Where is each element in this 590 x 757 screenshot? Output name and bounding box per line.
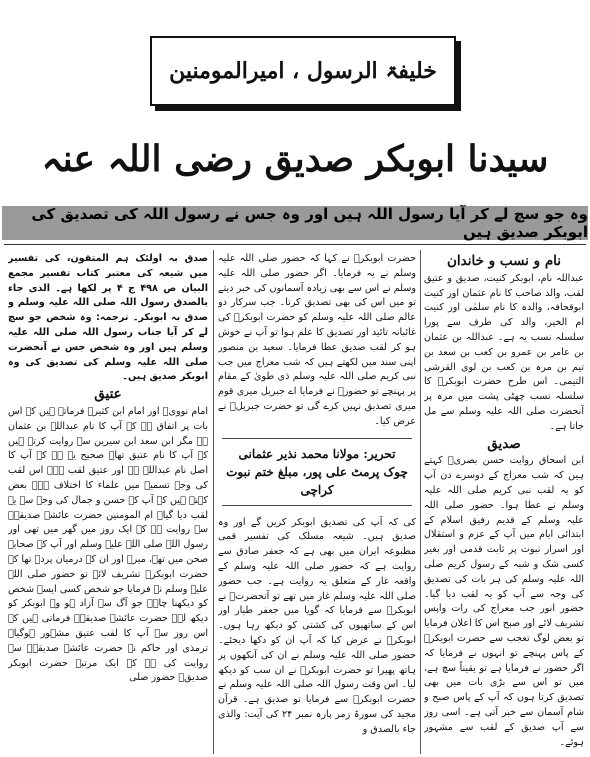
section-heading: عتیق xyxy=(94,386,122,403)
author-name: تحریر: مولانا محمد نذیر عثمانی xyxy=(238,446,396,461)
article-paragraph: کی کہ آپ کی تصدیق ابوبکر کریں گے اور وہ صدیق ہیں۔ شیعہ مسلک کی تفسیر قمی مطبوعہ ایران میں بھی ہے کہ جعفر صادق سے روایت ہے کہ حضور صلی اللہ علیہ وسلم کے واقعہ غار کے متعلق یہ روایت ہے۔ جب حضور صلی اللہ علیہ وسلم غار میں تھے تو آنحضرتؐ نے ابوبکرؓ سے فرمایا کہ گویا میں جعفر طیار اور اس کے ساتھیوں کی کشتی کو دیکھ رہا ہوں۔ ابوبکرؓ نے عرض کیا کہ آپ ان کو دکھا دیجئے۔ حضور صلی اللہ علیہ وسلم نے ان کی آنکھوں پر ہاتھ پھیرا تو حضرت ابوبکرؓ نے ان سب کو دیکھ لیا۔ اس وقت رسول اللہ صلی اللہ علیہ وسلم نے حضرت ابوبکرؓ سے فرمایا تو صدیق ہے۔ قرآن مجید کی سورۃ زمر پارہ نمبر ۲۴ کی آیت: والذی جاء بالصدق و xyxy=(218,516,416,735)
page-title: سیدنا ابوبکر صدیق رضی اللہ عنہ xyxy=(41,138,549,180)
column-divider xyxy=(420,250,421,754)
article-column-right xyxy=(424,252,584,752)
article-paragraph: عبداللہ نام، ابوبکر کنیت، صدیق و عتیق لقب، والد صاحب کا نام عثمان اور کنیت ابوقحافہ، والدہ کا نام سلمٰی اور کنیت ام الخیر، والد کی طرف سے پورا سلسلہ نسب یہ ہے۔ عبداللہ بن عثمان بن عامر بن عمرو بن کعب بن سعد بن تیم بن مرہ بن کعب بن لوی القرشی التیمی۔ اس طرح حضرت ابوبکرؓ کا سلسلہ نسب چھٹی پشت میں مرہ پر آنحضرت صلی اللہ علیہ وسلم سے مل جاتا ہے۔ xyxy=(424,272,584,432)
article-paragraph: حضرت ابوبکرؓ نے کہا کہ حضور صلی اللہ علیہ وسلم نے یہ فرمایا۔ اگر حضور صلی اللہ علیہ وسلم نے اس سے بھی زیادہ آسمانوں کی خبر دیتے تو میں اس کی بھی تصدیق کرتا۔ جب سرکار دو عالم صلی اللہ علیہ وسلم کو حضرت ابوبکرؓ کی غائبانہ تائید اور تصدیق کا علم ہوا تو آپ نے خوش ہو کر لقب صدیق عطا فرمایا۔ سعید بن منصور اپنی سند میں لکھتے ہیں کہ شب معراج میں جب نبی کریم صلی اللہ علیہ وسلم ذی طویٰ کے مقام پر پہنچے تو حضورؐ نے فرمایا اے جبریل میری قوم میری تصدیق نہیں کرے گی تو حضرت جبریلؑ نے عرض کیا۔ xyxy=(218,253,416,427)
title-banner xyxy=(150,36,456,106)
column-divider xyxy=(213,250,214,754)
article-paragraph: امام نوویؒ اور امام ابن کثیرؒ فرماتے ہیں کہ اس بات پر اتفاق ہے کہ آپ کا نام عبداللہ بن عثمان ہے مگر ابن سعد ابن سیرین سے روایت کرتے ہیں کہ آپ کا نام عتیق تھا۔ صحیح یہ ہے کہ آپ کا اصل نام عبداللہ ہے اور عتیق لقب ہے۔ اس لقب کی وجہ تسمیہ میں علماء کا اختلاف ہے۔ بعض کہتے ہیں کہ آپ کے حسن و جمال کی وجہ سے یہ لقب دیا گیا۔ ام المومنین حضرت عائشہ صدیقہؓ سے روایت ہے کہ ایک روز میں گھر میں تھی اور رسول اللہ صلی اللہ علیہ وسلم اور آپ کے صحابہ صحن میں تھے، میرے اور ان کے درمیان پردہ تھا کہ حضرت ابوبکرؓ تشریف لائے تو حضور صلی اللہ علیہ وسلم نے فرمایا جو شخص کسی ایسے شخص کو دیکھنا چاہے جو آگ سے آزاد ہو وہ ابوبکر کو دیکھ لے۔ حضرت عائشہ صدیقہؓ فرماتی ہیں کہ اس روز سے آپ کا لقب عتیق مشہور ہوگیا۔ ترمذی اور حاکم نے حضرت عائشہ صدیقہؓ سے روایت کی ہے کہ ایک مرتبہ حضرت ابوبکر صدیقؓ حضور صلی xyxy=(8,405,208,684)
section-heading: نام و نسب و خاندان xyxy=(446,253,562,269)
banner-text: خلیفۃ الرسول ، امیرالمومنین xyxy=(169,58,437,84)
article-paragraph: صدق بہ اولئک ہم المتقون، کی تفسیر میں شیعہ کی معتبر کتاب تفسیر مجمع البیان ص ۴۹۸ ج ۴ پر لکھا ہے۔ الذی جاء بالصدق رسول اللہ صلی اللہ علیہ وسلم و صدق بہ ابوبکر۔ ترجمہ: وہ شخص جو سچ لے کر آیا جناب رسول اللہ صلی اللہ علیہ وسلم ہیں اور وہ شخص جس نے آنحضرت صلی اللہ علیہ وسلم کی تصدیق کی وہ ابوبکر صدیق ہیں۔ xyxy=(8,253,208,383)
article-column-left xyxy=(8,252,208,752)
subtitle-text: وہ جو سچ لے کر آیا رسول اللہ ہیں اور وہ جس نے رسول اللہ کی تصدیق کی ابوبکر صدیق ہیں xyxy=(31,205,588,241)
author-byline xyxy=(222,438,412,506)
subtitle-strip xyxy=(2,206,588,240)
top-rule xyxy=(4,244,586,245)
article-paragraph: ابن اسحاق روایت حسن بصریؒ کہتے ہیں کہ شب معراج کے دوسرے دن آپ کو یہ لقب نبی کریم صلی اللہ علیہ وسلم نے عطا ہوا۔ حضور صلی اللہ علیہ وسلم کے قدیم رفیق اسلام کے ابتدائی ایام میں آپ کے عزم و استقلال اور اسرار نبوت پر ثابت قدمی اور بغیر کسی شک و شبہ کے رسول کریم صلی اللہ علیہ وسلم کی ہر بات کی تصدیق کی وجہ سے آپ کو یہ لقب دیا گیا۔ حضور انور جب معراج کی رات واپس تشریف لائے اور صبح اس کا اعلان فرمایا تو بعض لوگ تعجب سے حضرت ابوبکرؓ کے پاس پہنچے تو انہوں نے فرمایا کہ اگر حضور نے فرمایا ہے تو یقیناً سچ ہے، میں تو اس سے بڑی بات میں بھی تصدیق کرتا ہوں کہ آپ کے پاس صبح و شام آسمان سے خبر آتی ہے۔ اسی روز سے آپ صدیق کے لقب سے مشہور ہوئے۔ xyxy=(424,455,584,748)
section-heading: صدیق xyxy=(487,435,521,452)
article-column-middle xyxy=(218,252,416,752)
author-location: چوک پرمٹ علی پور، مبلغ ختم نبوت کراچی xyxy=(226,464,408,497)
